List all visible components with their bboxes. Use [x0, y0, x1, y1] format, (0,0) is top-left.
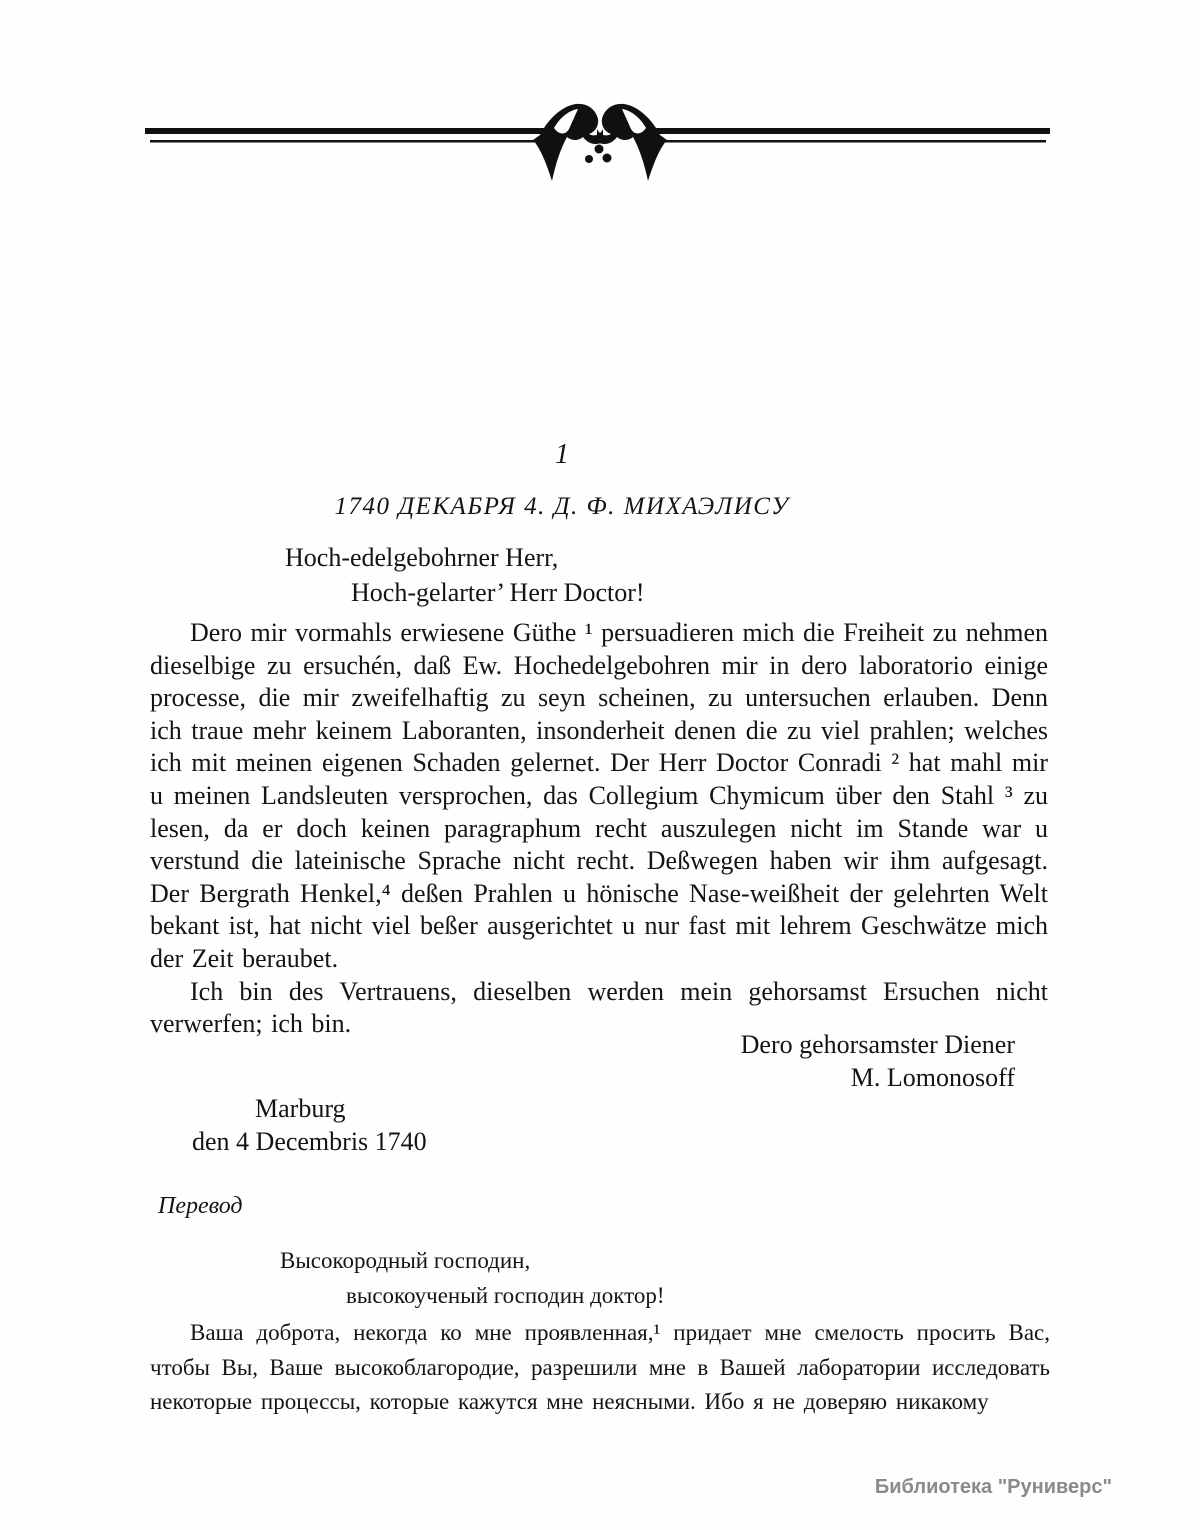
place-date-block [0, 1092, 427, 1158]
salutation-line-1: Hoch-edelgebohrner Herr, [285, 543, 559, 572]
german-paragraph-1: Dero mir vormahls erwiesene Güthe ¹ persuadieren mich die Freiheit zu nehmen dieselbige zu ersuchén, daß Ew. Hochedelgebohren mir in dero laboratorio einige processe, die mir zweifelhaftig zu seyn scheinen, zu untersuchen erlauben. Denn ich traue mehr keinem Laboranten, insonderheit denen die zu viel prahlen; welches ich mit meinen eigenen Schaden gelernet. Der Herr Doctor Conradi ² hat mahl mir u meinen Landsleuten versprochen, das Collegium Chymicum über den Stahl ³ zu lesen, da er doch keinen paragraphum recht auszulegen nicht im Stande war u verstund die lateinische Sprache nicht recht. Deßwegen haben wir ihm aufgesagt. Der Bergrath Henkel,⁴ deßen Prahlen u hönische Nase-weißheit der gelehrten Welt bekant ist, hat nicht viel beßer ausgerichtet u nur fast mit lehrem Geschwätze mich der Zeit beraubet. [150, 618, 1048, 973]
letter-title: 1740 ДЕКАБРЯ 4. Д. Ф. МИХАЭЛИСУ [334, 493, 790, 520]
ru-salutation-line-1: Высокородный господин, [280, 1248, 531, 1273]
letter-date: den 4 Decembris 1740 [192, 1127, 427, 1156]
ru-salutation-line-2: высокоученый господин доктор! [346, 1283, 665, 1308]
closing-signature: M. Lomonosoff [850, 1063, 1015, 1092]
russian-paragraph-1: Ваша доброта, некогда ко мне проявленная,¹ придает мне смелость просить Вас, чтобы Вы, Ваше высокоблагородие, разрешили мне в Вашей лаборатории исследовать некоторые процессы, которые кажутся мне неясными. Ибо я не доверяю никакому [150, 1320, 1050, 1414]
library-watermark: Библиотека "Руниверс" [874, 1476, 1112, 1498]
german-salutation [285, 540, 645, 610]
salutation-line-2: Hoch-gelarter’ Herr Doctor! [351, 578, 645, 607]
fleuron-divider-icon [0, 95, 1200, 205]
german-letter-body [150, 617, 1048, 1041]
russian-salutation [280, 1243, 665, 1313]
german-paragraph-2: Ich bin des Vertrauens, dieselben werden mein gehorsamst Ersuchen nicht verwerfen; ich bin. [150, 976, 1048, 1039]
letter-place: Marburg [255, 1094, 346, 1123]
item-number: 1 [555, 439, 569, 470]
closing-valediction: Dero gehorsamster Diener [740, 1030, 1015, 1059]
letter-closing [150, 1028, 1048, 1094]
russian-translation-body [150, 1316, 1050, 1420]
translation-label: Перевод [158, 1193, 243, 1219]
